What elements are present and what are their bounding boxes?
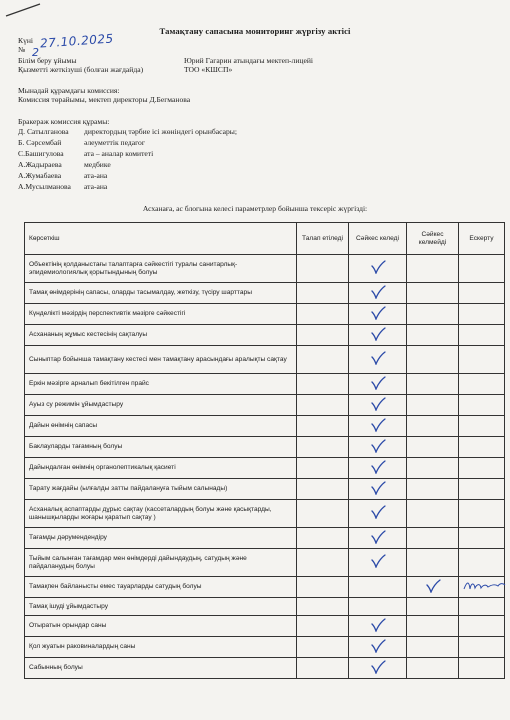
col-header-note: Ескерту xyxy=(459,223,505,255)
required-cell xyxy=(297,255,349,283)
compliant-cell xyxy=(349,658,407,679)
supplier-label: Қызметті жеткізуші (болған жағдайда) xyxy=(18,65,144,74)
compliant-cell xyxy=(349,304,407,325)
indicator-cell: Баклауларды тағамның болуы xyxy=(25,437,297,458)
indicator-cell: Тағамды дәрумендендіру xyxy=(25,528,297,549)
required-cell xyxy=(297,479,349,500)
noncompliant-cell xyxy=(407,437,459,458)
pen-stroke-mark xyxy=(4,2,44,18)
member-row xyxy=(18,149,154,158)
compliant-cell xyxy=(349,637,407,658)
note-cell xyxy=(459,304,505,325)
number-line xyxy=(18,45,25,54)
noncompliant-cell xyxy=(407,658,459,679)
member-role: медбике xyxy=(84,160,111,169)
indicator-cell: Тамақпен байланысты емес тауарларды сатудың болуы xyxy=(25,577,297,598)
indicator-cell: Асханалық аспаптарды дұрыс сақтау (кассеталардың болуы және қасықтарды, шанышқыларды жоғары қаратып сақтау ) xyxy=(25,500,297,528)
table-row xyxy=(25,437,505,458)
required-cell xyxy=(297,283,349,304)
number-label: № xyxy=(18,45,26,54)
required-cell xyxy=(297,598,349,616)
note-cell xyxy=(459,437,505,458)
check-mark-icon xyxy=(370,618,386,632)
table-row xyxy=(25,637,505,658)
noncompliant-cell xyxy=(407,416,459,437)
member-role: директордың тәрбие ісі жөніндегі орынбасары; xyxy=(84,127,237,136)
member-role: ата-ана xyxy=(84,171,108,180)
handwritten-date: 27.10.2025 xyxy=(39,31,115,51)
indicator-cell: Сыныптар бойынша тамақтану кестесі мен тамақтану арасындағы аралықты сақтау xyxy=(25,346,297,374)
indicator-cell: Тамақ өнімдерінің сапасы, оларды тасымалдау, жеткізу, түсіру шарттары xyxy=(25,283,297,304)
member-row xyxy=(18,160,111,169)
table-row xyxy=(25,549,505,577)
table-row xyxy=(25,500,505,528)
note-cell xyxy=(459,528,505,549)
member-name: А.Жумабаева xyxy=(18,171,62,180)
handwritten-number: 2 xyxy=(32,46,39,59)
indicator-cell: Тамақ ішуді ұйымдастыру xyxy=(25,598,297,616)
note-cell xyxy=(459,395,505,416)
section-row xyxy=(25,598,505,616)
required-cell xyxy=(297,374,349,395)
col-header-noncompliant: Сәйкес келмейді xyxy=(407,223,459,255)
table-header-row xyxy=(25,223,505,255)
member-name: Д. Сатылганова xyxy=(18,127,69,136)
noncompliant-cell xyxy=(407,395,459,416)
compliant-cell xyxy=(349,598,407,616)
member-name: С.Башигулова xyxy=(18,149,64,158)
check-mark-icon xyxy=(370,260,386,274)
compliant-cell xyxy=(349,437,407,458)
member-row xyxy=(18,138,145,147)
org-type-line xyxy=(18,56,314,65)
note-cell xyxy=(459,500,505,528)
noncompliant-cell xyxy=(407,616,459,637)
check-mark-icon xyxy=(370,285,386,299)
brakerazh-label: Бракераж комиссия құрамы: xyxy=(18,117,110,126)
indicator-cell: Дайындалған өнімнің органолептикалық қасиеті xyxy=(25,458,297,479)
required-cell xyxy=(297,395,349,416)
noncompliant-cell xyxy=(407,549,459,577)
note-cell xyxy=(459,374,505,395)
commission-intro: Мынадай құрамдағы комиссия: xyxy=(18,86,120,95)
check-mark-icon xyxy=(370,505,386,519)
indicator-cell: Асхананың жұмыс кестесінің сақталуы xyxy=(25,325,297,346)
compliant-cell xyxy=(349,479,407,500)
compliant-cell xyxy=(349,325,407,346)
note-cell xyxy=(459,283,505,304)
noncompliant-cell xyxy=(407,637,459,658)
noncompliant-cell xyxy=(407,528,459,549)
required-cell xyxy=(297,346,349,374)
check-mark-icon xyxy=(370,481,386,495)
check-mark-icon xyxy=(370,306,386,320)
compliant-cell xyxy=(349,255,407,283)
commission-chair: Комиссия төрайымы, мектеп директоры Д.Бегманова xyxy=(18,95,191,104)
check-mark-icon xyxy=(370,639,386,653)
required-cell xyxy=(297,416,349,437)
noncompliant-cell xyxy=(407,458,459,479)
check-mark-icon xyxy=(370,351,386,365)
note-cell xyxy=(459,549,505,577)
table-row xyxy=(25,458,505,479)
noncompliant-cell xyxy=(407,346,459,374)
indicator-cell: Тыйым салынған тағамдар мен өнімдерді дайындаудың, сатудың және пайдаланудың болуы xyxy=(25,549,297,577)
check-mark-icon xyxy=(425,579,441,593)
org-type-value: Юрий Гагарин атындағы мектеп-лицейі xyxy=(184,56,314,65)
table-row xyxy=(25,255,505,283)
note-cell xyxy=(459,346,505,374)
noncompliant-cell xyxy=(407,325,459,346)
check-mark-icon xyxy=(370,376,386,390)
compliant-cell xyxy=(349,374,407,395)
indicator-cell: Ауыз су режимін ұйымдастыру xyxy=(25,395,297,416)
supplier-value: ТОО «КШСП» xyxy=(184,65,233,74)
col-header-indicator: Көрсеткіш xyxy=(25,223,297,255)
required-cell xyxy=(297,458,349,479)
table-row xyxy=(25,577,505,598)
check-intro: Асханаға, ас блогына келесі параметрлер бойынша тексеріс жүргізді: xyxy=(142,204,368,213)
col-header-compliant: Сәйкес келеді xyxy=(349,223,407,255)
indicator-cell: Сабынның болуы xyxy=(25,658,297,679)
noncompliant-cell xyxy=(407,577,459,598)
note-cell xyxy=(459,479,505,500)
compliant-cell xyxy=(349,500,407,528)
table-row xyxy=(25,283,505,304)
compliant-cell xyxy=(349,458,407,479)
indicator-cell: Дайын өнімнің сапасы xyxy=(25,416,297,437)
check-mark-icon xyxy=(370,418,386,432)
supplier-line xyxy=(18,65,233,74)
member-name: А.Жадыраева xyxy=(18,160,62,169)
check-mark-icon xyxy=(370,660,386,674)
org-type-label: Білім беру ұйымы xyxy=(18,56,77,65)
check-mark-icon xyxy=(370,397,386,411)
compliant-cell xyxy=(349,346,407,374)
compliant-cell xyxy=(349,416,407,437)
required-cell xyxy=(297,528,349,549)
compliant-cell xyxy=(349,395,407,416)
member-name: Б. Сәрсембай xyxy=(18,138,62,147)
required-cell xyxy=(297,658,349,679)
note-cell xyxy=(459,616,505,637)
member-row xyxy=(18,127,237,136)
table-row xyxy=(25,346,505,374)
member-name: А.Мусылманова xyxy=(18,182,71,191)
check-mark-icon xyxy=(370,460,386,474)
noncompliant-cell xyxy=(407,500,459,528)
table-row xyxy=(25,374,505,395)
date-line xyxy=(18,36,33,45)
member-role: әлеуметтік педагог xyxy=(84,138,145,147)
noncompliant-cell xyxy=(407,283,459,304)
note-cell xyxy=(459,637,505,658)
date-label: Күні xyxy=(18,36,34,45)
compliant-cell xyxy=(349,577,407,598)
table-row xyxy=(25,616,505,637)
table-row xyxy=(25,416,505,437)
table-row xyxy=(25,304,505,325)
member-row xyxy=(18,182,108,191)
required-cell xyxy=(297,637,349,658)
member-row xyxy=(18,171,108,180)
note-cell xyxy=(459,416,505,437)
noncompliant-cell xyxy=(407,598,459,616)
check-mark-icon xyxy=(370,554,386,568)
indicator-cell: Еркін мәзірге арналып бекітілген прайс xyxy=(25,374,297,395)
indicator-cell: Қол жуатын раковиналардың саны xyxy=(25,637,297,658)
table-row xyxy=(25,395,505,416)
check-mark-icon xyxy=(370,439,386,453)
check-mark-icon xyxy=(370,327,386,341)
required-cell xyxy=(297,549,349,577)
required-cell xyxy=(297,325,349,346)
document-title: Тамақтану сапасына мониторинг жүргізу актісі xyxy=(159,26,351,36)
note-cell xyxy=(459,598,505,616)
required-cell xyxy=(297,500,349,528)
note-cell xyxy=(459,325,505,346)
monitoring-table xyxy=(24,222,505,679)
noncompliant-cell xyxy=(407,479,459,500)
required-cell xyxy=(297,577,349,598)
indicator-cell: Тарату жағдайы (ылғалды затты пайдалануға тыйым салынады) xyxy=(25,479,297,500)
indicator-cell: Объектінің қолданыстағы талаптарға сәйкестігі туралы санитарлық-эпидемиологиялық қорытындының болуы xyxy=(25,255,297,283)
member-role: ата-ана xyxy=(84,182,108,191)
table-row xyxy=(25,479,505,500)
signature-icon xyxy=(462,579,506,593)
compliant-cell xyxy=(349,528,407,549)
indicator-cell: Отыратын орындар саны xyxy=(25,616,297,637)
note-cell xyxy=(459,255,505,283)
table-row xyxy=(25,658,505,679)
check-mark-icon xyxy=(370,530,386,544)
noncompliant-cell xyxy=(407,255,459,283)
table-row xyxy=(25,325,505,346)
indicator-cell: Күнделікті мәзірдің перспективтік мәзірге сәйкестігі xyxy=(25,304,297,325)
member-role: ата – аналар комитеті xyxy=(84,149,154,158)
compliant-cell xyxy=(349,616,407,637)
note-cell xyxy=(459,577,505,598)
col-header-required: Талап етіледі xyxy=(297,223,349,255)
required-cell xyxy=(297,616,349,637)
noncompliant-cell xyxy=(407,304,459,325)
compliant-cell xyxy=(349,549,407,577)
required-cell xyxy=(297,437,349,458)
table-row xyxy=(25,528,505,549)
noncompliant-cell xyxy=(407,374,459,395)
compliant-cell xyxy=(349,283,407,304)
required-cell xyxy=(297,304,349,325)
note-cell xyxy=(459,458,505,479)
note-cell xyxy=(459,658,505,679)
